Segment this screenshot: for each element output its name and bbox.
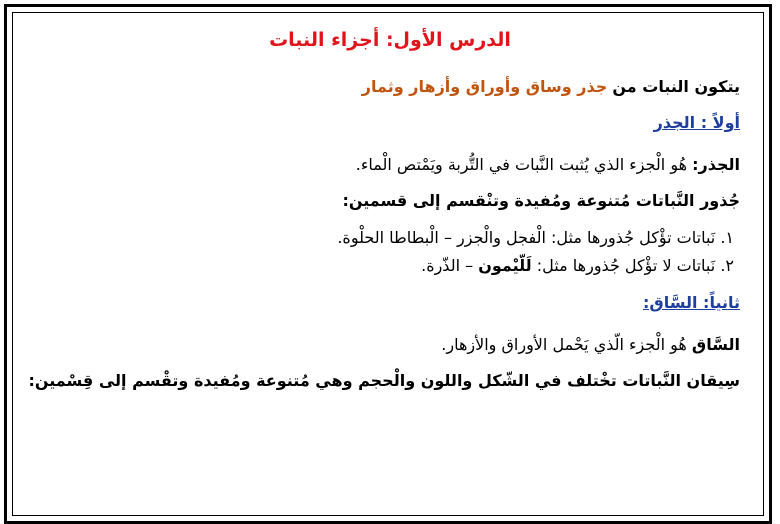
list-item-text-after: – الذّرة. xyxy=(421,256,474,275)
lesson-content xyxy=(28,28,740,394)
list-item-text: نَباتات لا تؤْكل جُذورها مثل: xyxy=(536,256,716,275)
list-item-text: نَباتات تؤْكل جُذورها مثل: الْفجل والْجزر – الْبطاطا الحلْوة. xyxy=(337,228,716,247)
stem-definition-term: السَّاق xyxy=(691,335,740,354)
section-stem-heading: ثانياً: السَّاق: xyxy=(642,293,740,312)
root-types-title: جُذور النَّباتات مُتنوعة ومُفيدة وتنْقسم إلى قسمين: xyxy=(342,191,740,210)
list-item-number: ١. xyxy=(720,228,734,247)
stem-definition xyxy=(40,332,740,358)
intro-lead: يتكون النبات من xyxy=(612,77,740,96)
list-item-number: ٢. xyxy=(720,256,734,275)
lesson-title: الدرس الأول: أجزاء النبات xyxy=(269,29,511,51)
stem-types-title: سِيقان النَّباتات تخْتلف في الشّكل واللون والْحجم وهي مُتنوعة ومُفيدة وتقْسم إلى قِسْمين: xyxy=(28,371,740,390)
intro-highlight: جذر وساق وأوراق وأزهار وثمار xyxy=(361,77,608,96)
list-item-bold-text: لَلّيْمون xyxy=(478,256,532,275)
root-definition-term: الجذر: xyxy=(692,155,740,174)
section-root-heading: أولاً : الجذر xyxy=(653,113,740,132)
intro-line xyxy=(40,74,740,100)
root-definition xyxy=(40,152,740,178)
root-definition-text: هُو الْجزء الذي يُثبت النَّبات في التُّربة ويَمْتص الْماء. xyxy=(355,155,688,174)
list-item xyxy=(40,224,740,252)
stem-definition-text: هُو الْجزء الّذي يَحْمل الأوراق والأزهار. xyxy=(441,335,687,354)
list-item xyxy=(40,252,740,280)
